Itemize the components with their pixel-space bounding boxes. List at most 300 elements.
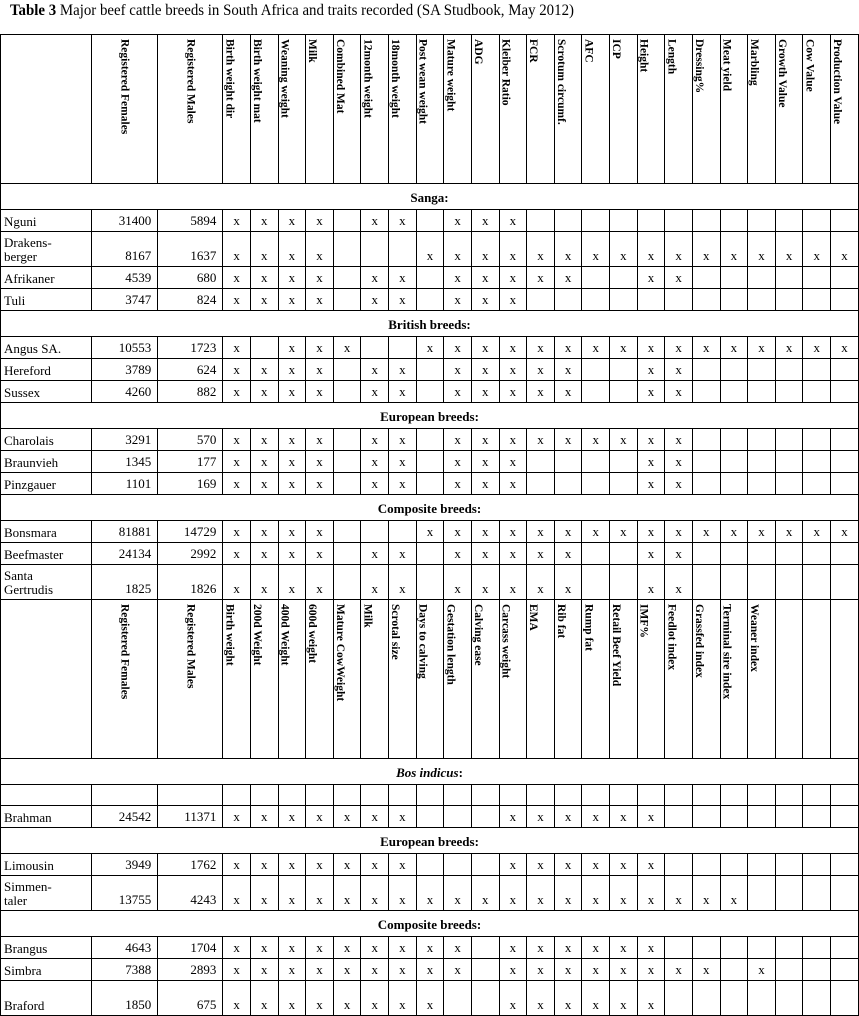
trait-mark: x (250, 359, 278, 381)
trait-mark: x (389, 854, 417, 876)
empty-cell (831, 543, 859, 565)
header-cell (803, 600, 831, 759)
empty-cell (527, 210, 555, 232)
empty-cell (444, 854, 472, 876)
trait-mark: x (333, 854, 361, 876)
header-cell (637, 600, 665, 759)
empty-cell (748, 451, 776, 473)
empty-cell (333, 785, 361, 806)
trait-mark: x (527, 854, 555, 876)
header-cell-breed (1, 35, 92, 184)
trait-mark: x (223, 806, 251, 828)
empty-cell (775, 785, 803, 806)
trait-mark: x (471, 289, 499, 311)
header-cell (471, 35, 499, 184)
header-label: Weaner index (748, 604, 761, 672)
empty-cell (665, 806, 693, 828)
trait-mark: x (471, 232, 499, 267)
header-cell (665, 35, 693, 184)
header-cell (416, 35, 444, 184)
empty-cell (610, 381, 638, 403)
empty-cell (720, 806, 748, 828)
trait-mark: x (527, 806, 555, 828)
trait-mark: x (278, 937, 306, 959)
breed-name: Nguni (1, 210, 92, 232)
trait-mark: x (306, 210, 334, 232)
trait-mark: x (748, 232, 776, 267)
registered-females: 1101 (92, 473, 158, 495)
breed-name: Braford (1, 981, 92, 1016)
empty-cell (610, 359, 638, 381)
trait-mark: x (278, 959, 306, 981)
registered-males: 680 (158, 267, 223, 289)
trait-mark: x (610, 937, 638, 959)
trait-mark: x (444, 232, 472, 267)
trait-mark: x (499, 806, 527, 828)
empty-cell (831, 785, 859, 806)
header-label: Production Value (831, 39, 844, 125)
empty-cell (471, 854, 499, 876)
trait-mark: x (499, 521, 527, 543)
empty-cell (803, 981, 831, 1016)
empty-cell (775, 543, 803, 565)
trait-mark: x (637, 337, 665, 359)
empty-cell (582, 451, 610, 473)
trait-mark: x (610, 806, 638, 828)
empty-cell (803, 451, 831, 473)
empty-cell (692, 267, 720, 289)
empty-cell (333, 267, 361, 289)
trait-mark: x (223, 937, 251, 959)
registered-females: 4260 (92, 381, 158, 403)
trait-mark: x (499, 232, 527, 267)
trait-mark: x (665, 337, 693, 359)
trait-mark: x (582, 876, 610, 911)
empty-cell (748, 806, 776, 828)
empty-cell (527, 289, 555, 311)
trait-mark: x (471, 337, 499, 359)
empty-cell (803, 289, 831, 311)
trait-mark: x (306, 267, 334, 289)
trait-mark: x (554, 429, 582, 451)
empty-cell (416, 289, 444, 311)
trait-mark: x (444, 337, 472, 359)
empty-cell (610, 210, 638, 232)
header-label: EMA (527, 604, 540, 631)
empty-cell (748, 981, 776, 1016)
trait-mark: x (223, 473, 251, 495)
registered-females: 4643 (92, 937, 158, 959)
section-row (1, 828, 859, 854)
trait-mark: x (306, 359, 334, 381)
empty-cell (361, 521, 389, 543)
trait-mark: x (416, 876, 444, 911)
registered-males: 570 (158, 429, 223, 451)
header-cell (554, 600, 582, 759)
empty-cell (665, 854, 693, 876)
trait-mark: x (416, 521, 444, 543)
empty-cell (775, 876, 803, 911)
empty-cell (831, 959, 859, 981)
header-label: Post wean weight (416, 39, 429, 124)
empty-cell (692, 210, 720, 232)
trait-mark: x (637, 473, 665, 495)
breed-name: Sussex (1, 381, 92, 403)
trait-mark: x (582, 937, 610, 959)
trait-mark: x (471, 451, 499, 473)
trait-mark: x (554, 959, 582, 981)
empty-cell (803, 785, 831, 806)
header-cell (554, 35, 582, 184)
empty-cell (471, 959, 499, 981)
header-cell (775, 600, 803, 759)
trait-mark: x (775, 521, 803, 543)
trait-mark: x (223, 210, 251, 232)
trait-mark: x (361, 289, 389, 311)
trait-mark: x (582, 981, 610, 1016)
trait-mark: x (527, 521, 555, 543)
trait-mark: x (250, 521, 278, 543)
header-label: Calving ease (471, 604, 484, 666)
trait-mark: x (720, 232, 748, 267)
trait-mark: x (527, 565, 555, 600)
trait-mark: x (720, 337, 748, 359)
registered-females: 1825 (92, 565, 158, 600)
trait-mark: x (223, 521, 251, 543)
registered-males: 2992 (158, 543, 223, 565)
breed-name: Brangus (1, 937, 92, 959)
empty-cell (720, 937, 748, 959)
trait-mark: x (637, 806, 665, 828)
section-label: European breeds: (380, 834, 479, 849)
empty-cell (748, 381, 776, 403)
header-label: Marbling (748, 39, 761, 86)
trait-mark: x (306, 806, 334, 828)
header-cell (250, 600, 278, 759)
header-cell (831, 35, 859, 184)
header-cell (278, 600, 306, 759)
trait-mark: x (499, 543, 527, 565)
empty-cell (361, 232, 389, 267)
trait-mark: x (306, 543, 334, 565)
trait-mark: x (499, 381, 527, 403)
empty-cell (610, 473, 638, 495)
trait-mark: x (554, 521, 582, 543)
trait-mark: x (389, 267, 417, 289)
trait-mark: x (416, 337, 444, 359)
header-label: Scrotal size (389, 604, 402, 660)
registered-females: 81881 (92, 521, 158, 543)
header-label: FCR (527, 39, 540, 63)
header-label: Terminal sire index (720, 604, 733, 700)
breeds-traits-table (0, 34, 859, 1016)
header-label: Milk (361, 604, 374, 628)
header-label: Retail Beef Yield (610, 604, 623, 687)
trait-mark: x (389, 565, 417, 600)
trait-mark: x (471, 473, 499, 495)
trait-mark: x (223, 876, 251, 911)
header-cell (389, 600, 417, 759)
trait-mark: x (444, 521, 472, 543)
empty-cell (554, 473, 582, 495)
trait-mark: x (471, 359, 499, 381)
empty-cell (720, 429, 748, 451)
breed-name: Bonsmara (1, 521, 92, 543)
empty-cell (223, 785, 251, 806)
table-row (1, 521, 859, 543)
empty-cell (333, 429, 361, 451)
section-row (1, 403, 859, 429)
trait-mark: x (499, 981, 527, 1016)
header-row (1, 600, 859, 759)
trait-mark: x (250, 876, 278, 911)
empty-cell (361, 337, 389, 359)
empty-cell (416, 854, 444, 876)
trait-mark: x (389, 210, 417, 232)
trait-mark: x (554, 543, 582, 565)
registered-females: 3291 (92, 429, 158, 451)
registered-males: 624 (158, 359, 223, 381)
empty-cell (692, 473, 720, 495)
trait-mark: x (306, 565, 334, 600)
trait-mark: x (499, 937, 527, 959)
trait-mark: x (333, 337, 361, 359)
trait-mark: x (361, 543, 389, 565)
header-label: 18month weight (389, 39, 402, 118)
trait-mark: x (471, 876, 499, 911)
trait-mark: x (803, 521, 831, 543)
empty-cell (250, 337, 278, 359)
registered-males: 824 (158, 289, 223, 311)
trait-mark: x (748, 959, 776, 981)
trait-mark: x (471, 543, 499, 565)
empty-cell (527, 451, 555, 473)
trait-mark: x (278, 267, 306, 289)
trait-mark: x (637, 959, 665, 981)
trait-mark: x (444, 937, 472, 959)
empty-cell (775, 959, 803, 981)
section-heading (1, 828, 859, 854)
trait-mark: x (306, 473, 334, 495)
table-number: Table 3 (10, 2, 57, 19)
trait-mark: x (306, 521, 334, 543)
trait-mark: x (444, 959, 472, 981)
trait-mark: x (416, 959, 444, 981)
header-label: Days to calving (416, 604, 429, 679)
empty-cell (416, 267, 444, 289)
empty-cell (803, 543, 831, 565)
empty-cell (582, 289, 610, 311)
empty-cell (333, 451, 361, 473)
trait-mark: x (361, 429, 389, 451)
header-label: Meat yield (720, 39, 733, 92)
trait-mark: x (803, 337, 831, 359)
empty-cell (831, 289, 859, 311)
empty-cell (416, 381, 444, 403)
empty-cell (803, 854, 831, 876)
trait-mark: x (665, 429, 693, 451)
registered-males: 1762 (158, 854, 223, 876)
trait-mark: x (250, 210, 278, 232)
header-label: Scrotum circumf. (554, 39, 567, 125)
breed-name: Hereford (1, 359, 92, 381)
table-row (1, 359, 859, 381)
breed-name: Drakens- berger (1, 232, 92, 267)
trait-mark: x (499, 854, 527, 876)
trait-mark: x (278, 981, 306, 1016)
trait-mark: x (720, 521, 748, 543)
header-cell (665, 600, 693, 759)
empty-cell (720, 473, 748, 495)
empty-cell (831, 210, 859, 232)
trait-mark: x (637, 232, 665, 267)
trait-mark: x (278, 232, 306, 267)
empty-cell (692, 289, 720, 311)
table-row (1, 451, 859, 473)
table-row (1, 806, 859, 828)
trait-mark: x (306, 876, 334, 911)
header-cell (306, 35, 334, 184)
header-label: IMF% (637, 604, 650, 638)
section-label: British breeds: (388, 317, 471, 332)
trait-mark: x (665, 876, 693, 911)
trait-mark: x (389, 959, 417, 981)
registered-males: 1704 (158, 937, 223, 959)
empty-cell (803, 267, 831, 289)
trait-mark: x (361, 876, 389, 911)
trait-mark: x (831, 337, 859, 359)
trait-mark: x (775, 232, 803, 267)
empty-cell (748, 210, 776, 232)
trait-mark: x (416, 981, 444, 1016)
registered-females: 24134 (92, 543, 158, 565)
empty-cell (831, 451, 859, 473)
header-label: 600d weight (306, 604, 319, 664)
trait-mark: x (499, 267, 527, 289)
empty-cell (582, 565, 610, 600)
trait-mark: x (333, 806, 361, 828)
empty-cell (610, 565, 638, 600)
empty-cell (158, 785, 223, 806)
section-heading (1, 403, 859, 429)
table-row (1, 337, 859, 359)
header-label: Mature CowWeight (333, 604, 346, 702)
header-cell (720, 600, 748, 759)
trait-mark: x (306, 337, 334, 359)
empty-cell (803, 359, 831, 381)
trait-mark: x (250, 289, 278, 311)
section-row (1, 911, 859, 937)
empty-cell (416, 565, 444, 600)
header-label: AFC (582, 39, 595, 63)
trait-mark: x (692, 876, 720, 911)
empty-cell (333, 210, 361, 232)
registered-females: 4539 (92, 267, 158, 289)
empty-cell (471, 806, 499, 828)
registered-males: 2893 (158, 959, 223, 981)
header-cell (250, 35, 278, 184)
trait-mark: x (278, 854, 306, 876)
trait-mark: x (665, 521, 693, 543)
table-row (1, 959, 859, 981)
empty-cell (720, 981, 748, 1016)
empty-cell (416, 210, 444, 232)
header-cell (444, 35, 472, 184)
registered-males: 11371 (158, 806, 223, 828)
trait-mark: x (527, 381, 555, 403)
trait-mark: x (499, 451, 527, 473)
trait-mark: x (223, 337, 251, 359)
header-cell-breed (1, 600, 92, 759)
trait-mark: x (389, 473, 417, 495)
empty-cell (692, 937, 720, 959)
breed-name: Beefmaster (1, 543, 92, 565)
registered-males: 675 (158, 981, 223, 1016)
empty-cell (665, 981, 693, 1016)
empty-cell (720, 451, 748, 473)
header-cell (444, 600, 472, 759)
trait-mark: x (278, 429, 306, 451)
trait-mark: x (692, 521, 720, 543)
header-cell (582, 35, 610, 184)
empty-cell (416, 473, 444, 495)
header-cell (306, 600, 334, 759)
trait-mark: x (527, 232, 555, 267)
trait-mark: x (389, 876, 417, 911)
header-cell (278, 35, 306, 184)
empty-cell (527, 473, 555, 495)
trait-mark: x (278, 289, 306, 311)
trait-mark: x (471, 429, 499, 451)
trait-mark: x (278, 521, 306, 543)
empty-cell (831, 381, 859, 403)
trait-mark: x (223, 543, 251, 565)
empty-cell (720, 359, 748, 381)
trait-mark: x (831, 232, 859, 267)
breed-name: Brahman (1, 806, 92, 828)
trait-mark: x (554, 381, 582, 403)
empty-cell (831, 876, 859, 911)
header-label: Birth weight dir (223, 39, 236, 119)
empty-cell (582, 267, 610, 289)
empty-cell (720, 381, 748, 403)
trait-mark: x (527, 981, 555, 1016)
empty-cell (831, 565, 859, 600)
section-heading (1, 311, 859, 337)
header-label: Kleiber Ratio (499, 39, 512, 106)
section-row (1, 311, 859, 337)
section-label: Bos indicus (396, 765, 459, 780)
table-row (1, 854, 859, 876)
trait-mark: x (306, 289, 334, 311)
header-cell (92, 35, 158, 184)
breed-name: Santa Gertrudis (1, 565, 92, 600)
trait-mark: x (471, 210, 499, 232)
trait-mark: x (499, 359, 527, 381)
header-label: Height (637, 39, 650, 73)
header-label: ADG (471, 39, 484, 65)
empty-cell (831, 359, 859, 381)
trait-mark: x (361, 359, 389, 381)
trait-mark: x (527, 543, 555, 565)
trait-mark: x (250, 981, 278, 1016)
empty-cell (582, 543, 610, 565)
empty-cell (720, 854, 748, 876)
trait-mark: x (471, 381, 499, 403)
breed-name: Simbra (1, 959, 92, 981)
trait-mark: x (582, 429, 610, 451)
trait-mark: x (610, 232, 638, 267)
